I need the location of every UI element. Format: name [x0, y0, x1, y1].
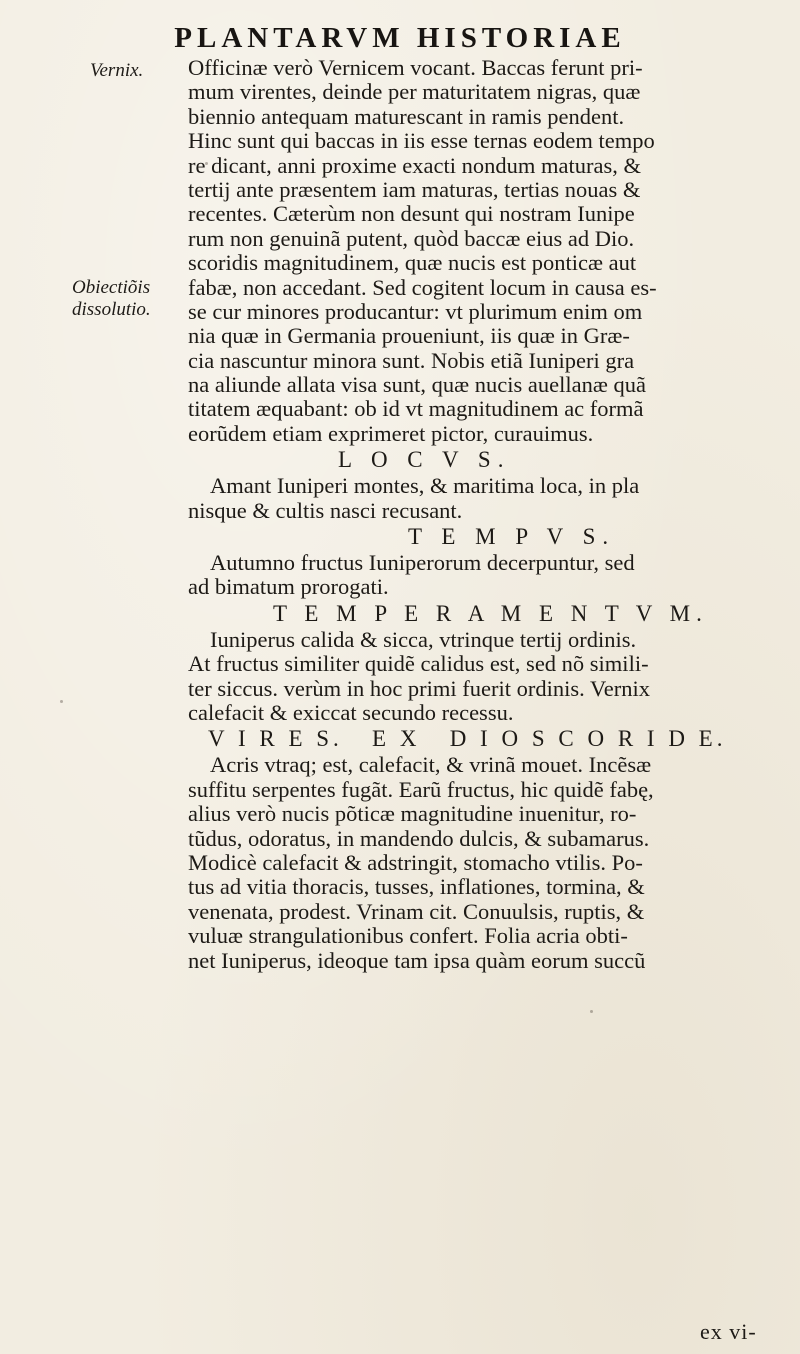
text-line: scoridis magnitudinem, quæ nucis est ponticæ aut — [188, 251, 637, 276]
text-line: nia quæ in Germania proueniunt, iis quæ in Græ- — [188, 324, 630, 349]
section-heading-vires: V I R E S. E X D I O S C O R I D E. — [208, 726, 727, 752]
text-line: Iuniperus calida & sicca, vtrinque tertij ordinis. — [210, 627, 637, 652]
text-line: re dicant, anni proxime exacti nondum maturas, & — [188, 153, 641, 178]
text-line: ad bimatum prorogati. — [188, 575, 389, 600]
section-heading-tempus: T E M P V S. — [408, 524, 616, 550]
text-line: vuluæ strangulationibus confert. Folia acria obti- — [188, 924, 628, 949]
text-line: Amant Iuniperi montes, & maritima loca, in pla — [210, 474, 640, 499]
margin-note-vernix: Vernix. — [90, 60, 144, 81]
margin-note-objection — [72, 277, 151, 321]
text-line: ter siccus. verùm in hoc primi fuerit ordinis. Vernix — [188, 676, 650, 701]
running-head: PLANTARVM HISTORIAE — [174, 22, 626, 54]
text-line: Officinæ verò Vernicem vocant. Baccas ferunt pri- — [188, 56, 643, 80]
text-line: Modicè calefacit & adstringit, stomacho vtilis. Po- — [188, 850, 643, 875]
text-line: nisque & cultis nasci recusant. — [188, 498, 463, 523]
text-line: titatem æquabant: ob id vt magnitudinem ac formã — [188, 397, 644, 422]
section-heading-temperamentum: T E M P E R A M E N T V M. — [273, 600, 708, 626]
text-line: eorũdem etiam exprimeret pictor, curauimus. — [188, 421, 594, 446]
text-line: alius verò nucis põticæ magnitudine inuenitur, ro- — [188, 802, 637, 827]
text-line: Acris vtraq; est, calefacit, & vrinã mouet. Incẽsæ — [210, 753, 652, 778]
text-line: Autumno fructus Iuniperorum decerpuntur, sed — [210, 551, 635, 576]
margin-note-objection-line2: dissolutio. — [72, 299, 151, 320]
text-line: cia nascuntur minora sunt. Nobis etiã Iuniperi gra — [188, 348, 635, 373]
text-line: recentes. Cæterùm non desunt qui nostram Iunipe — [188, 202, 635, 227]
text-line: biennio antequam maturescant in ramis pendent. — [188, 104, 625, 129]
main-text — [188, 56, 788, 973]
text-line: se cur minores producantur: vt plurimum enim om — [188, 299, 643, 324]
text-line: Hinc sunt qui baccas in iis esse ternas eodem tempo — [188, 129, 655, 154]
text-line: mum virentes, deinde per maturitatem nigras, quæ — [188, 80, 641, 105]
text-line: net Iuniperus, ideoque tam ipsa quàm eorum succũ — [188, 948, 646, 973]
text-line: venenata, prodest. Vrinam cit. Conuulsis, ruptis, & — [188, 899, 645, 924]
catchword: ex vi- — [700, 1319, 757, 1344]
paper-speck — [590, 1010, 593, 1013]
text-line: tus ad vitia thoracis, tusses, inflationes, tormina, & — [188, 875, 645, 900]
section-heading-locus: L O C V S. — [338, 447, 511, 473]
text-line: suffitu serpentes fugãt. Earũ fructus, hic quidẽ fabę, — [188, 777, 654, 802]
paper-speck — [205, 162, 208, 165]
margin-note-objection-line1: Obiectiõis — [72, 277, 151, 298]
text-line: na aliunde allata visa sunt, quæ nucis auellanæ quã — [188, 373, 647, 398]
text-line: tertij ante præsentem iam maturas, tertias nouas & — [188, 177, 641, 202]
text-line: At fructus similiter quidẽ calidus est, sed nõ simili- — [188, 652, 649, 677]
paper-speck — [60, 700, 63, 703]
text-line: tũdus, odoratus, in mandendo dulcis, & subamarus. — [188, 826, 650, 851]
text-line: fabæ, non accedant. Sed cogitent locum in causa es- — [188, 275, 657, 300]
text-line: calefacit & exiccat secundo recessu. — [188, 700, 514, 725]
text-line: rum non genuinã putent, quòd baccæ eius ad Dio. — [188, 226, 635, 251]
